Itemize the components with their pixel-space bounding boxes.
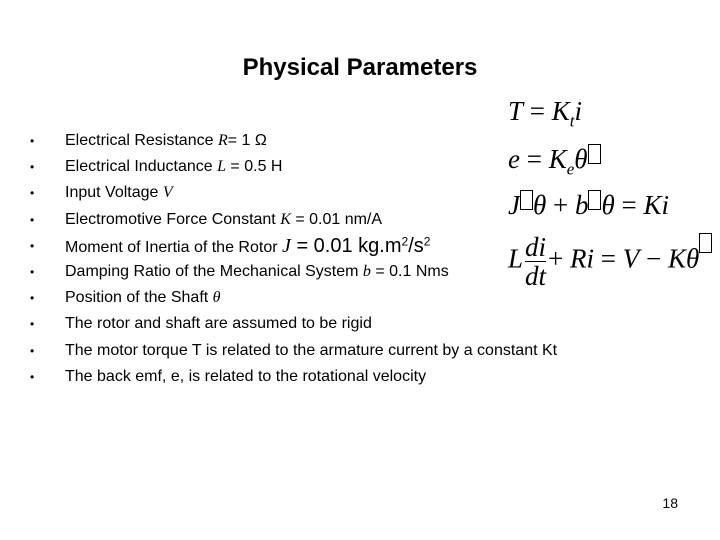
bullet-icon: •: [30, 134, 35, 148]
bullet-icon: •: [30, 186, 35, 201]
electrical-equation: L $\frac{di}{dt}$ + Ri = V − Kθ: [508, 233, 712, 290]
bullet-text: Electromotive Force Constant K = 0.01 nm/A: [65, 210, 383, 228]
bullet-text: Electrical Inductance L = 0.5 H: [65, 158, 283, 176]
mechanical-equation: J θ + b θ = Ki: [508, 190, 669, 220]
missing-glyph-icon: [699, 233, 712, 253]
bullet-text: Position of the Shaft θ: [65, 289, 221, 307]
slide-title: Physical Parameters: [242, 54, 478, 81]
bullet-icon: •: [30, 369, 35, 384]
missing-glyph-icon: [588, 144, 601, 164]
bullet-text: The motor torque T is related to the armature current by a constant Kt: [65, 341, 558, 359]
bullet-text: The back emf, e, is related to the rotational velocity: [65, 367, 427, 385]
back-emf-equation: $e = K_e\theta$: [508, 144, 601, 174]
missing-glyph-icon: [520, 190, 533, 210]
bullet-text: Electrical Resistance R= 1 Ω: [65, 132, 267, 149]
missing-glyph-icon: [588, 190, 601, 210]
bullet-icon: •: [30, 317, 35, 332]
bullet-text: The rotor and shaft are assumed to be rigid: [65, 315, 372, 333]
bullet-icon: •: [30, 238, 35, 253]
bullet-icon: •: [30, 291, 35, 306]
bullet-text: Moment of Inertia of the Rotor J = 0.01 $kg.m^2/s^2$: [65, 234, 431, 257]
torque-equation: $T = K_ti$: [508, 96, 583, 131]
bullet-icon: •: [30, 264, 35, 279]
derivative-fraction: $\frac{di}{dt}$: [525, 232, 547, 291]
bullet-text: Damping Ratio of the Mechanical System b = 0.1 Nms: [65, 262, 449, 280]
bullet-icon: •: [30, 160, 35, 175]
bullet-text: Input Voltage V: [65, 184, 173, 202]
bullet-icon: •: [30, 212, 35, 227]
bullet-icon: •: [30, 343, 35, 358]
page-number: 18: [662, 495, 678, 511]
